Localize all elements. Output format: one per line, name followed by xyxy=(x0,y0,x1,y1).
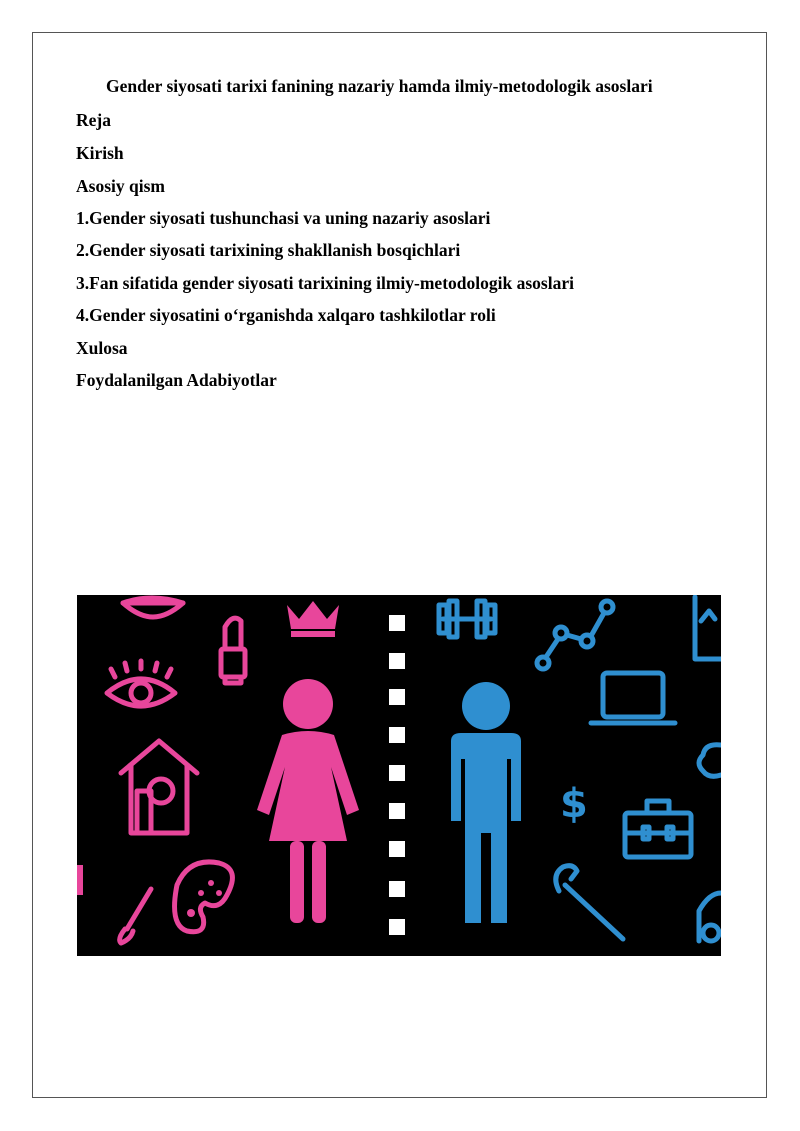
laptop-icon xyxy=(591,673,675,723)
outline-item-3: 3.Fan sifatida gender siyosati tarixining ilmiy-metodologik asoslari xyxy=(76,273,574,293)
divider-dashes xyxy=(389,615,405,935)
man-figure-icon xyxy=(451,682,521,923)
line-graph-icon xyxy=(537,601,613,669)
lips-icon xyxy=(123,598,183,617)
outline-kirish: Kirish xyxy=(76,143,124,163)
brush-icon xyxy=(120,889,151,943)
dollar-icon: $ xyxy=(560,781,588,827)
wrench-icon xyxy=(556,866,623,939)
outline-item-1: 1.Gender siyosati tushunchasi va uning nazariy asoslari xyxy=(76,208,491,228)
brain-icon xyxy=(699,745,721,777)
outline-adabiyotlar: Foydalanilgan Adabiyotlar xyxy=(76,370,277,390)
eye-icon xyxy=(107,661,175,706)
outline-item-2: 2.Gender siyosati tarixining shakllanish bosqichlari xyxy=(76,240,461,260)
woman-figure-icon xyxy=(257,679,359,923)
house-icon xyxy=(121,741,197,833)
crown-icon xyxy=(287,601,339,637)
outline-reja: Reja xyxy=(76,110,111,130)
outline-xulosa: Xulosa xyxy=(76,338,128,358)
lipstick-icon xyxy=(221,618,245,683)
car-icon xyxy=(699,893,721,941)
briefcase-icon xyxy=(625,801,691,857)
dumbbell-icon xyxy=(439,601,495,637)
outline-asosiy-qism: Asosiy qism xyxy=(76,176,165,196)
outline-item-4: 4.Gender siyosatini o‘rganishda xalqaro tashkilotlar roli xyxy=(76,305,496,325)
palette-icon xyxy=(175,862,233,932)
chalkboard-icon xyxy=(695,597,721,659)
document-title: Gender siyosati tarixi fanining nazariy hamda ilmiy-metodologik asoslari xyxy=(106,76,653,96)
gender-illustration xyxy=(77,595,721,956)
